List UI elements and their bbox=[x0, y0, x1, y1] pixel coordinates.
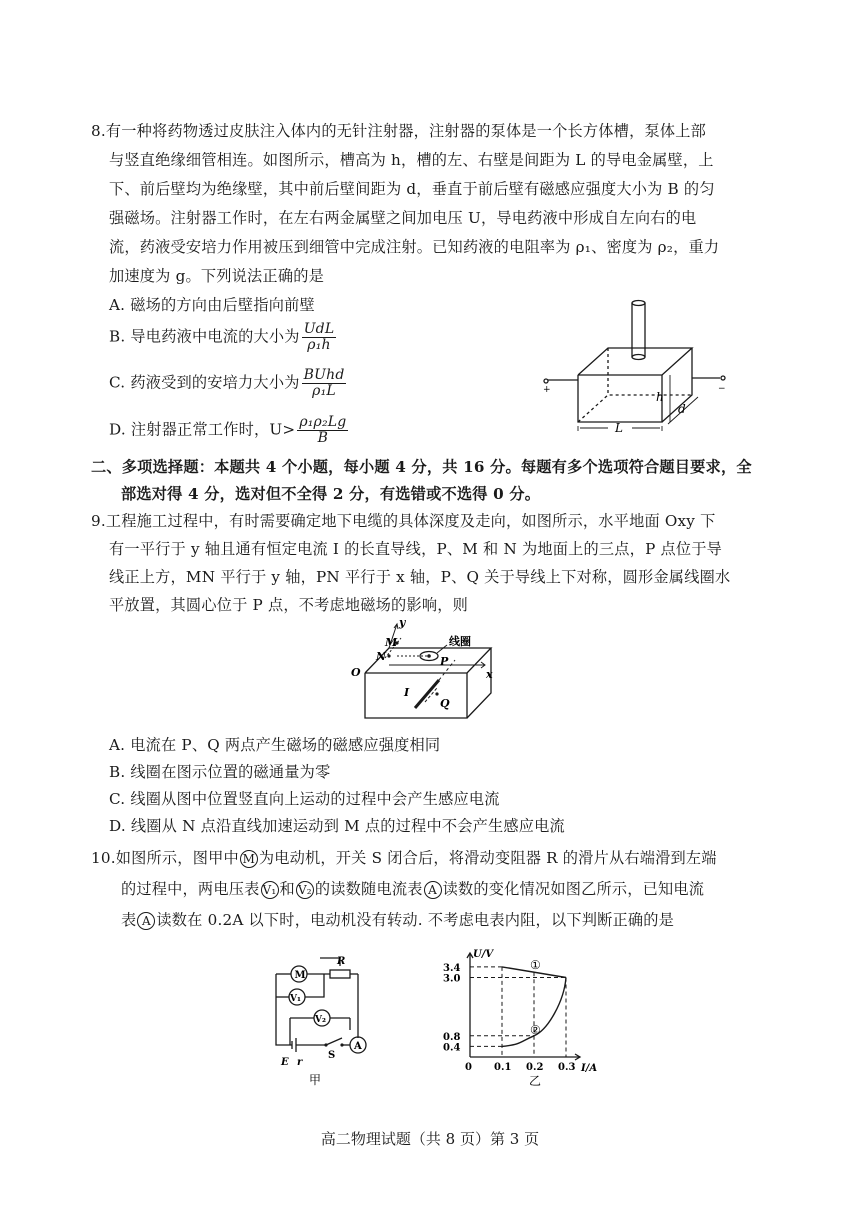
q10-line-1-a: 10.如图所示，图甲中 bbox=[91, 849, 239, 867]
q10-line-2-a: 的过程中，两电压表 bbox=[121, 880, 260, 898]
label-L: L bbox=[615, 421, 623, 435]
internal-r: r bbox=[297, 1057, 303, 1068]
series-2-label: ② bbox=[530, 1022, 541, 1037]
label-h: h bbox=[656, 390, 664, 404]
x-tick-label: 0.3 bbox=[558, 1062, 576, 1073]
q8-line-5: 流，药液受安培力作用被压到细管中完成注射。已知药液的电阻率为 ρ₁、密度为 ρ₂，重力 bbox=[109, 238, 720, 256]
numerator: BUhd bbox=[303, 367, 345, 383]
svg-text:−: − bbox=[718, 384, 726, 394]
q10-line-1-b: 为电动机，开关 S 闭合后，将滑动变阻器 R 的滑片从右端滑到左端 bbox=[258, 849, 717, 867]
q10-line-2-b: 的读数随电流表 bbox=[314, 880, 423, 898]
numerator: UdL bbox=[303, 321, 335, 337]
label-d: d bbox=[678, 402, 686, 416]
section2-line-2: 部选对得 4 分，选对但不全得 2 分，有选错或不选得 0 分。 bbox=[121, 485, 541, 503]
x-tick-label: 0.2 bbox=[526, 1062, 544, 1073]
origin-label: 0 bbox=[465, 1062, 472, 1073]
q10-line-3 bbox=[121, 910, 674, 930]
y-tick-label: 0.4 bbox=[443, 1042, 461, 1054]
voltmeter1-symbol: V₁ bbox=[261, 881, 279, 899]
q9-option-d: D. 线圈从 N 点沿直线加速运动到 M 点的过程中不会产生感应电流 bbox=[109, 817, 565, 835]
q8-line-6: 加速度为 g。下列说法正确的是 bbox=[109, 267, 324, 285]
pump-diagram bbox=[540, 295, 740, 440]
q8-option-a: A. 磁场的方向由后壁指向前壁 bbox=[109, 296, 315, 314]
label-O: O bbox=[351, 666, 361, 679]
y-tick-label: 3.0 bbox=[443, 973, 461, 985]
label-coil: 线圈 bbox=[449, 635, 471, 648]
y-tick-label: 3.4 bbox=[443, 962, 461, 974]
numerator: ρ₁ρ₂Lg bbox=[299, 414, 347, 430]
q8-line-4: 强磁场。注射器工作时，在左右两金属壁之间加电压 U，导电药液中形成自左向右的电 bbox=[109, 209, 697, 227]
ui-graph bbox=[425, 945, 600, 1095]
page-footer: 高二物理试题（共 8 页）第 3 页 bbox=[320, 1130, 540, 1148]
q9-line-3: 线正上方，MN 平行于 y 轴，PN 平行于 x 轴，P、Q 关于导线上下对称，圆形金属线圈水 bbox=[109, 568, 731, 586]
motor-M: M bbox=[294, 970, 306, 981]
q8-option-b-fraction bbox=[302, 322, 337, 353]
q9-option-a: A. 电流在 P、Q 两点产生磁场的磁感应强度相同 bbox=[109, 736, 441, 754]
label-P: P bbox=[440, 655, 449, 668]
series-1-label: ① bbox=[530, 957, 541, 972]
svg-text:+: + bbox=[543, 385, 551, 395]
voltmeter2-symbol: V₂ bbox=[296, 881, 314, 899]
emf-E: E bbox=[281, 1057, 289, 1068]
q8-line-2: 与竖直绝缘细管相连。如图所示，槽高为 h，槽的左、右壁是间距为 L 的导电金属壁，上 bbox=[109, 151, 714, 169]
denominator: B bbox=[317, 430, 329, 446]
q8-option-b bbox=[109, 322, 336, 353]
q8-option-d-text: D. 注射器正常工作时，U> bbox=[109, 420, 296, 439]
voltmeter-V1: V₁ bbox=[290, 994, 301, 1004]
label-Q: Q bbox=[440, 697, 450, 710]
label-y: y bbox=[399, 618, 406, 629]
voltmeter-V2: V₂ bbox=[315, 1015, 326, 1025]
q10-line-3-a: 表 bbox=[121, 911, 137, 929]
q8-option-c-text: C. 药液受到的安培力大小为 bbox=[109, 373, 300, 392]
denominator: ρ₁L bbox=[312, 383, 336, 399]
q8-option-b-text: B. 导电药液中电流的大小为 bbox=[109, 327, 300, 346]
switch-S: S bbox=[328, 1050, 336, 1061]
circuit-diagram bbox=[262, 950, 372, 1090]
ammeter-symbol: A bbox=[424, 881, 442, 899]
section2-line-1: 二、多项选择题：本题共 4 个小题，每小题 4 分，共 16 分。每题有多个选项符合题目要求，全 bbox=[91, 458, 752, 476]
resistor-R: R bbox=[337, 956, 346, 967]
caption-yi: 乙 bbox=[529, 1074, 542, 1088]
label-I: I bbox=[404, 686, 410, 699]
denominator: ρ₁h bbox=[307, 337, 331, 353]
q8-option-c bbox=[109, 368, 346, 399]
y-tick-label: 0.8 bbox=[443, 1031, 461, 1043]
q10-line-2-and: 和 bbox=[279, 880, 295, 898]
q9-option-b: B. 线圈在图示位置的磁通量为零 bbox=[109, 763, 331, 781]
cable-diagram bbox=[345, 618, 505, 723]
x-tick-label: 0.1 bbox=[494, 1062, 512, 1073]
q9-line-2: 有一平行于 y 轴且通有恒定电流 I 的长直导线，P、M 和 N 为地面上的三点，P 点位于导 bbox=[109, 540, 723, 558]
ammeter-A: A bbox=[354, 1041, 362, 1052]
q10-line-3-b: 读数在 0.2A 以下时，电动机没有转动. 不考虑电表内阻，以下判断正确的是 bbox=[156, 911, 675, 929]
q10-line-2-c: 读数的变化情况如图乙所示，已知电流 bbox=[442, 880, 705, 898]
q8-line-1: 8.有一种将药物透过皮肤注入体内的无针注射器，注射器的泵体是一个长方体槽，泵体上部 bbox=[91, 122, 707, 140]
q8-option-d bbox=[109, 415, 348, 446]
q8-option-d-fraction bbox=[297, 415, 348, 446]
label-N: N bbox=[376, 650, 387, 663]
q9-line-4: 平放置，其圆心位于 P 点，不考虑地磁场的影响，则 bbox=[109, 596, 468, 614]
y-axis-label: U/V bbox=[473, 949, 494, 960]
q8-option-c-fraction bbox=[302, 368, 347, 399]
x-axis-label: I/A bbox=[581, 1063, 598, 1074]
q10-line-2 bbox=[121, 879, 704, 899]
q10-line-1 bbox=[91, 848, 717, 868]
graph-axes bbox=[467, 953, 580, 1060]
caption-jia: 甲 bbox=[309, 1073, 322, 1087]
motor-symbol: M bbox=[240, 850, 258, 868]
label-M: M bbox=[385, 636, 398, 649]
q9-option-c: C. 线圈从图中位置竖直向上运动的过程中会产生感应电流 bbox=[109, 790, 500, 808]
label-x: x bbox=[486, 668, 493, 681]
q9-line-1: 9.工程施工过程中，有时需要确定地下电缆的具体深度及走向，如图所示，水平地面 Oxy 下 bbox=[91, 512, 716, 530]
q8-line-3: 下、前后壁均为绝缘壁，其中前后壁间距为 d，垂直于前后壁有磁感应强度大小为 B 的匀 bbox=[109, 180, 715, 198]
ammeter-symbol: A bbox=[137, 912, 155, 930]
